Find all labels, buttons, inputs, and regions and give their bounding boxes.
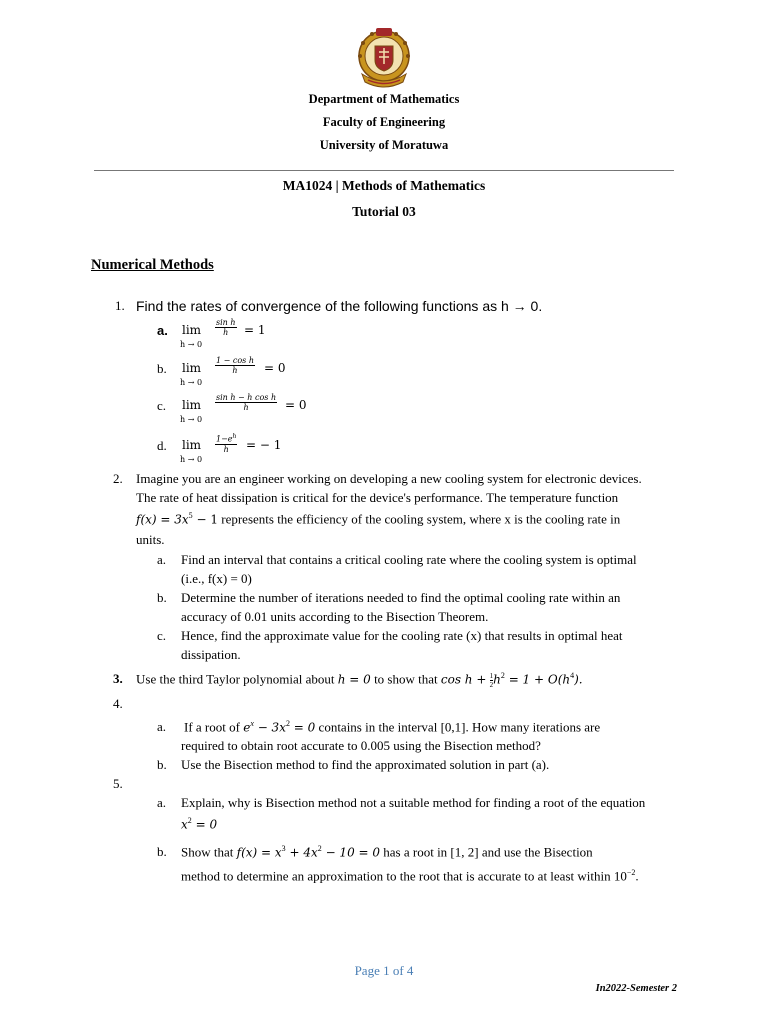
q2c-line-1: Hence, find the approximate value for the cooling rate (x) that results in optimal heat bbox=[181, 628, 623, 643]
q1-number: 1. bbox=[115, 298, 125, 313]
q1-text: Find the rates of convergence of the following functions as h → 0. bbox=[136, 298, 543, 314]
q2a-line-1: Find an interval that contains a critical cooling rate where the cooling system is optimal bbox=[181, 552, 637, 567]
section-title: Numerical Methods bbox=[91, 257, 214, 273]
q1c-label: c. bbox=[157, 398, 167, 413]
q1b-limit: lim h → 0 $\frac{\text{1 − cos h}}{h}$ = 0 bbox=[180, 356, 286, 387]
q5-number: 5. bbox=[113, 776, 123, 791]
university-name: University of Moratuwa bbox=[319, 138, 449, 152]
page-number: Page 1 of 4 bbox=[354, 963, 414, 978]
q2-number: 2. bbox=[113, 471, 123, 486]
tutorial-title: Tutorial 03 bbox=[352, 204, 416, 219]
q4b-line: Use the Bisection method to find the approximated solution in part (a). bbox=[181, 757, 550, 772]
q2c-label: c. bbox=[157, 628, 167, 643]
q3-number: 3. bbox=[113, 671, 123, 686]
q2b-line-2: accuracy of 0.01 units according to the Bisection Theorem. bbox=[181, 609, 489, 624]
q5b-line-2: method to determine an approximation to the root that is accurate to at least within $10^{-2}$. bbox=[181, 868, 639, 884]
q2-line-4: units. bbox=[136, 532, 165, 547]
q2a-label: a. bbox=[157, 552, 167, 567]
q2c-line-2: dissipation. bbox=[181, 647, 241, 662]
q1a-limit: lim h → 0 $\frac{\text{sin h}}{h}$ = 1 bbox=[180, 318, 266, 349]
university-crest-logo bbox=[356, 22, 412, 92]
department-name: Department of Mathematics bbox=[308, 92, 460, 106]
q1a-label: a. bbox=[157, 323, 168, 338]
q1d-limit: lim h → 0 $\frac{1-e^h}{h}$ = − 1 bbox=[180, 433, 282, 464]
q4b-label: b. bbox=[157, 757, 167, 772]
q3-text: Use the third Taylor polynomial about h = 0 to show that cos h + $\frac{1}{2}$ $h^2 = 1 + O(h^4)$. bbox=[136, 671, 583, 689]
q1c-limit: lim h → 0 $\frac{\text{sin h − h cos h}}{h}$ = 0 bbox=[180, 393, 307, 424]
faculty-name: Faculty of Engineering bbox=[322, 115, 446, 129]
q4a-label: a. bbox=[157, 719, 167, 734]
q5b-line-1: Show that $f(x) = x^3 + 4x^2 - 10 = 0$ has a root in [1, 2] and use the Bisection bbox=[181, 844, 593, 860]
q1b-label: b. bbox=[157, 361, 167, 376]
q5a-line-1: Explain, why is Bisection method not a suitable method for finding a root of the equation bbox=[181, 795, 646, 810]
q2b-line-1: Determine the number of iterations needed to find the optimal cooling rate within an bbox=[181, 590, 621, 605]
q5b-label: b. bbox=[157, 844, 167, 859]
q4a-line-1: If a root of $e^x - 3x^2 = 0$ contains in the interval [0,1]. How many iterations are bbox=[184, 719, 601, 735]
q2a-line-2: (i.e., f(x) = 0) bbox=[181, 571, 252, 586]
q2-line-1: Imagine you are an engineer working on developing a new cooling system for electronic devices. bbox=[136, 471, 642, 486]
q5a-label: a. bbox=[157, 795, 167, 810]
semester-label: In2022-Semester 2 bbox=[595, 983, 677, 994]
q2-line-3: $f(x) = 3x^5 - 1$ represents the efficiency of the cooling system, where x is the cooling rate in bbox=[136, 511, 621, 527]
q1d-label: d. bbox=[157, 438, 167, 453]
q4-number: 4. bbox=[113, 696, 123, 711]
q4a-line-2: required to obtain root accurate to 0.005 using the Bisection method? bbox=[181, 738, 541, 753]
q2-line-2: The rate of heat dissipation is critical for the device's performance. The temperature function bbox=[136, 490, 619, 505]
header-divider bbox=[94, 170, 674, 171]
course-title: MA1024 | Methods of Mathematics bbox=[282, 178, 486, 193]
q5a-line-2: $x^2 = 0$ bbox=[181, 816, 218, 832]
q2b-label: b. bbox=[157, 590, 167, 605]
